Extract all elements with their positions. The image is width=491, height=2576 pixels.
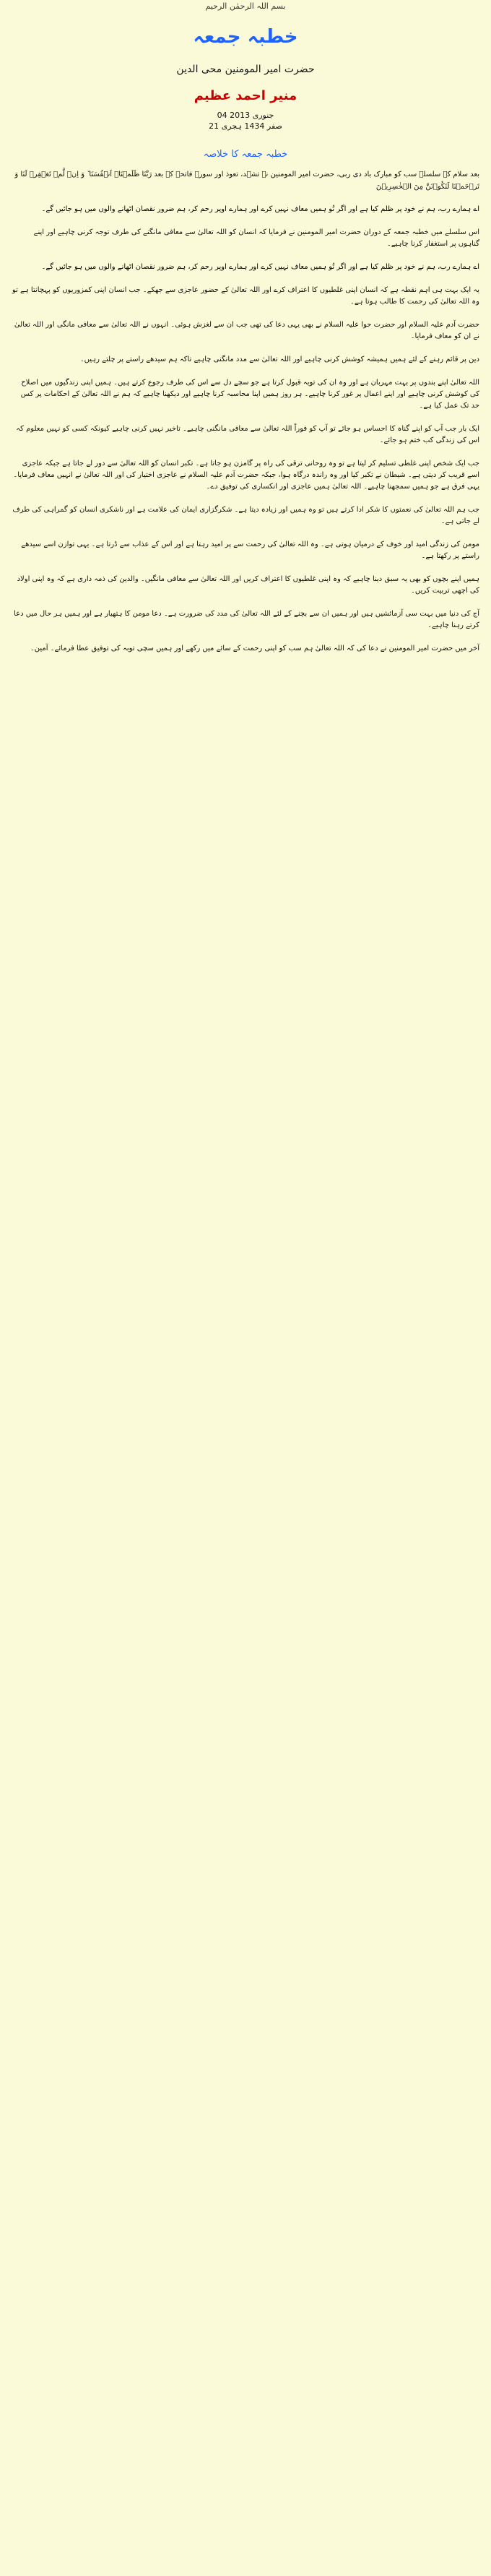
page-title: خطبہ جمعہ <box>193 26 298 48</box>
subtitle: حضرت امیر المومنین محی الدین <box>176 64 315 75</box>
date-hijri: 21 صفر 1434 ہجری <box>209 121 282 131</box>
paragraph-1: اے ہمارے رب، ہم نے خود پر ظلم کیا ہے اور اگر تُو ہمیں معاف نہیں کرے اور ہمارے اوپر رحم کر، ہم ضرور نقصان اٹھانے والوں میں ہو جائیں گے۔ <box>41 205 479 213</box>
paragraph-13: آج کی دنیا میں بہت سی آزمائشیں ہیں اور ہمیں ان سے بچنے کے لئے اللہ تعالیٰ کی مدد کی ضرورت ہے۔ دعا مومن کا ہتھیار ہے اور ہمیں ہر حال میں دعا کرتے رہنا چاہیے۔ <box>14 610 479 629</box>
bismillah: بسم اللہ الرحمٰن الرحیم <box>205 1 286 11</box>
paragraph-14: آخر میں حضرت امیر المومنین نے دعا کی کہ اللہ تعالیٰ ہم سب کو اپنی رحمت کے سائے میں رکھے اور ہمیں سچی توبہ کی توفیق عطا فرمائے۔ آمین۔ <box>30 645 479 652</box>
paragraph-3: اے ہمارے رب، ہم نے خود پر ظلم کیا ہے اور اگر تُو ہمیں معاف نہیں کرے اور ہمارے اوپر رحم کر، ہم ضرور نقصان اٹھانے والوں میں ہو جائیں گے۔ <box>41 263 479 271</box>
paragraph-2: اس سلسلے میں خطبہ جمعہ کے دوران حضرت امیر المومنین نے فرمایا کہ انسان کو اللہ تعالیٰ سے معافی مانگنے کی طرف توجہ کرنی چاہیے اور اپنے گناہوں پر استغفار کرنا چاہیے۔ <box>33 228 479 248</box>
content <box>12 204 479 666</box>
paragraph-4: یہ ایک بہت ہی اہم نقطہ ہے کہ انسان اپنی غلطیوں کا اعتراف کرے اور اللہ تعالیٰ کے حضور عاجزی سے جھکے۔ جب انسان اپنی کمزوریوں کو پہچانتا ہے تو وہ اللہ تعالیٰ کی رحمت کا طالب ہوتا ہے۔ <box>12 286 479 306</box>
paragraph-12: ہمیں اپنے بچوں کو بھی یہ سبق دینا چاہیے کہ وہ اپنی غلطیوں کا اعتراف کریں اور اللہ تعالیٰ سے معافی مانگیں۔ والدین کی ذمہ داری ہے کہ وہ اپنی اولاد کی اچھی تربیت کریں۔ <box>17 575 479 595</box>
paragraph-7: اللہ تعالیٰ اپنے بندوں پر بہت مہربان ہے اور وہ ان کی توبہ قبول کرتا ہے جو سچے دل سے اس کی طرف رجوع کرتے ہیں۔ ہمیں اپنی زندگیوں میں اصلاح کی کوشش کرنی چاہیے اور اپنے اعمال پر غور کرنا چاہیے۔ ہر روز ہمیں اپنا محاسبہ کرنا چاہیے اور دیکھنا چاہیے کہ ہم نے اللہ تعالیٰ کے احکامات پر کس حد تک عمل کیا ہے۔ <box>20 379 479 410</box>
summary-title: خطبہ جمعہ کا خلاصہ <box>203 149 288 160</box>
paragraph-6: دین پر قائم رہنے کے لئے ہمیں ہمیشہ کوشش کرنی چاہیے اور اللہ تعالیٰ سے مدد مانگنی چاہیے تاکہ ہم سیدھے راستے پر چلتے رہیں۔ <box>79 356 479 363</box>
paragraph-9: جب ایک شخص اپنی غلطی تسلیم کر لیتا ہے تو وہ روحانی ترقی کی راہ پر گامزن ہو جاتا ہے۔ تکبر انسان کو اللہ تعالیٰ سے دور لے جاتا ہے جبکہ عاجزی اسے قریب کر دیتی ہے۔ شیطان نے تکبر کیا اور وہ راندہ درگاہ ہوا، جبکہ حضرت آدم علیہ السلام نے عاجزی اختیار کی اور اللہ تعالیٰ نے انہیں معاف فرمایا۔ یہی فرق ہے جو ہمیں سمجھنا چاہیے۔ اللہ تعالیٰ ہمیں عاجزی اور انکساری کی توفیق دے۔ <box>13 460 479 491</box>
date-gregorian: 04 جنوری 2013 <box>217 111 274 120</box>
paragraph-10: جب ہم اللہ تعالیٰ کی نعمتوں کا شکر ادا کرتے ہیں تو وہ ہمیں اور زیادہ دیتا ہے۔ شکرگزاری ایمان کی علامت ہے اور ناشکری انسان کو گمراہی کی طرف لے جاتی ہے۔ <box>12 506 479 525</box>
paragraph-5: حضرت آدم علیہ السلام اور حضرت حوا علیہ السلام نے بھی یہی دعا کی تھی جب ان سے لغزش ہوئی۔ انہوں نے اللہ تعالیٰ سے معافی مانگی اور اللہ تعالیٰ نے ان کو معاف فرمایا۔ <box>14 321 479 340</box>
paragraph-8: ایک بار جب آپ کو اپنے گناہ کا احساس ہو جائے تو آپ کو فوراً اللہ تعالیٰ سے معافی مانگنی چاہیے۔ تاخیر نہیں کرنی چاہیے کیونکہ کسی کو نہیں معلوم کہ اس کی زندگی کب ختم ہو جائے۔ <box>16 425 479 444</box>
paragraph-11: مومن کی زندگی امید اور خوف کے درمیان ہوتی ہے۔ وہ اللہ تعالیٰ کی رحمت سے پر امید رہتا ہے اور اس کے عذاب سے ڈرتا ہے۔ یہی توازن اسے سیدھے راستے پر رکھتا ہے۔ <box>21 540 479 560</box>
intro-text: بعد سلام کے سلسلہ سب کو مبارک باد دی ربی، حضرت امیر المومنین نے تشہد، تعوذ اور سورۃ فاتحہ کے بعد رَبَّنَا ظَلَمۡنَاۤ اَنۡفُسَنَا ٚ وَ اِنۡ لَّمۡ تَغۡفِرۡ لَنَا وَ تَرۡحَمۡنَا لَنَکُوۡنَنَّ مِنَ الۡخٰسِرِیۡنَ <box>14 171 479 191</box>
speaker-name: منیر احمد عظیم <box>194 88 297 103</box>
